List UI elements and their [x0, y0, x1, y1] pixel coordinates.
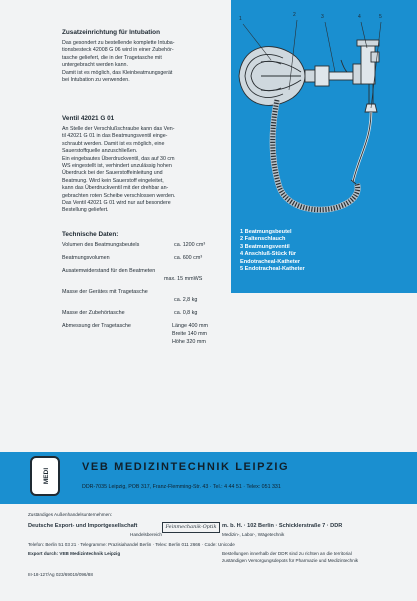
specs-heading: Technische Daten: [62, 231, 119, 238]
spec-widerstand-value: max. 15 mmWS [164, 276, 203, 282]
diagram-number-2: 2 [293, 12, 296, 18]
medi-logo [30, 456, 60, 496]
spec-beatmungsvolumen-label: Beatmungsvolumen [62, 255, 110, 261]
diagram-number-5: 5 [379, 14, 382, 20]
footer-telefon: Telefon: Berlin 51 03 21 · Telegramme: Prazisiahandel Berlin · Telex: Berlin 011 2666 · Code: Unicode [28, 542, 235, 547]
spec-widerstand-label: Ausatemwiderstand für den Beatmeten [62, 268, 156, 274]
legend-item: 3 Beatmungsventil [240, 243, 290, 250]
footer-note-1: Bestellungen innerhalb der DDR sind zu richten an die territorial [222, 551, 352, 556]
section-heading-intubation: Zusatzeinrichtung für Intubation [62, 29, 160, 36]
footer-note-2: zuständigen Versorgungsdepots für Pharmazie und Medizintechnik [222, 558, 359, 563]
legend-item: 4 Anschluß-Stück für [240, 251, 297, 258]
spec-masse-zubehoer-value: ca. 0,8 kg [174, 310, 198, 316]
spec-masse-geraet-value: ca. 2,8 kg [174, 297, 198, 303]
spec-breite: Breite 140 mm [172, 331, 208, 337]
footer-export: Export durch: VEB Medizintechnik Leipzig [28, 551, 121, 556]
section-heading-ventil: Ventil 42021 G 01 [62, 115, 115, 122]
spec-masse-zubehoer-label: Masse der Zubehörtasche [62, 310, 125, 316]
spec-laenge: Länge 400 mm [172, 323, 208, 329]
legend-item: 1 Beatmungsbeutel [240, 229, 292, 235]
footer-company: Deutsche Export- und Importgesellschaft [28, 523, 138, 529]
spec-volumen-beutel-value: ca. 1200 cm³ [174, 242, 206, 248]
diagram-number-3: 3 [321, 14, 324, 20]
feinmechanik-signature: Feinmechanik-Optik [162, 522, 220, 533]
footer-handelsbereich: Handelsbereich [130, 532, 162, 537]
section-text-intubation: Das gesondert zu bestellende komplette Intuba- tionsbesteck 42008 G 06 wird in einer Zubehör- tasche geliefert, die in der Tragetasche mit untergebracht werden kann. Damit ist es möglich, das Kleinbeatmungsgerät bei Intubation zu verwenden. [62, 40, 175, 84]
spec-masse-geraet-label: Masse der Gerätes mit Tragetasche [62, 289, 148, 295]
footer-bereich: Medizin-, Labor-, Wägetechnik [222, 532, 285, 537]
company-name: VEB MEDIZINTECHNIK LEIPZIG [82, 461, 290, 473]
section-text-ventil: An Stelle der Verschlußschraube kann das Ven- til 42021 G 01 in das Beatmungsventil einge- schraubt werden. Damit ist es möglich, eine Sauerstoffquelle anzuschließen. Ein eingebautes Überdruckventil, das auf 30 cm WS eingestellt ist, verhindert unzulässig hohen Überdruck bei der Sauerstoffeinleitung und Beatmung. Wird kein Sauerstoff eingeleitet, kann das Überdruckventil mit der drehbar an- gebrachten roten Scheibe verschlossen werden. Das Ventil 42021 G 01 wird nur auf besondere Bestellung geliefert. [62, 126, 176, 214]
legend-item: 5 Endotracheal-Katheter [240, 266, 305, 273]
spec-volumen-beutel-label: Volumen des Beatmungsbeutels [62, 242, 140, 248]
spec-abmessung-label: Abmessung der Tragetasche [62, 323, 131, 329]
footer-address: m. b. H. · 102 Berlin · Schicklerstraße 7 · DDR [222, 523, 343, 529]
diagram-number-4: 4 [358, 14, 361, 20]
spec-hoehe: Höhe 320 mm [172, 339, 206, 345]
spec-beatmungsvolumen-value: ca. 600 cm³ [174, 255, 203, 261]
diagram-number-1: 1 [239, 16, 242, 22]
company-banner [0, 452, 417, 504]
footer-label: Zuständiges Außenhandelsunternehmen: [28, 512, 113, 517]
legend-item: 2 Faltenschlauch [240, 236, 286, 243]
svg-text:MEDI: MEDI [43, 467, 50, 485]
company-address: DDR-7035 Leipzig, POB 317, Franz-Flemming-Str. 43 · Tel.: 4 44 51 · Telex: 051 331 [82, 484, 281, 490]
legend-item: Endotracheal-Katheter [240, 258, 300, 265]
diagram-legend [240, 229, 380, 273]
footer-code: III-18-127/Ag 023/69019/096/88 [28, 572, 93, 577]
